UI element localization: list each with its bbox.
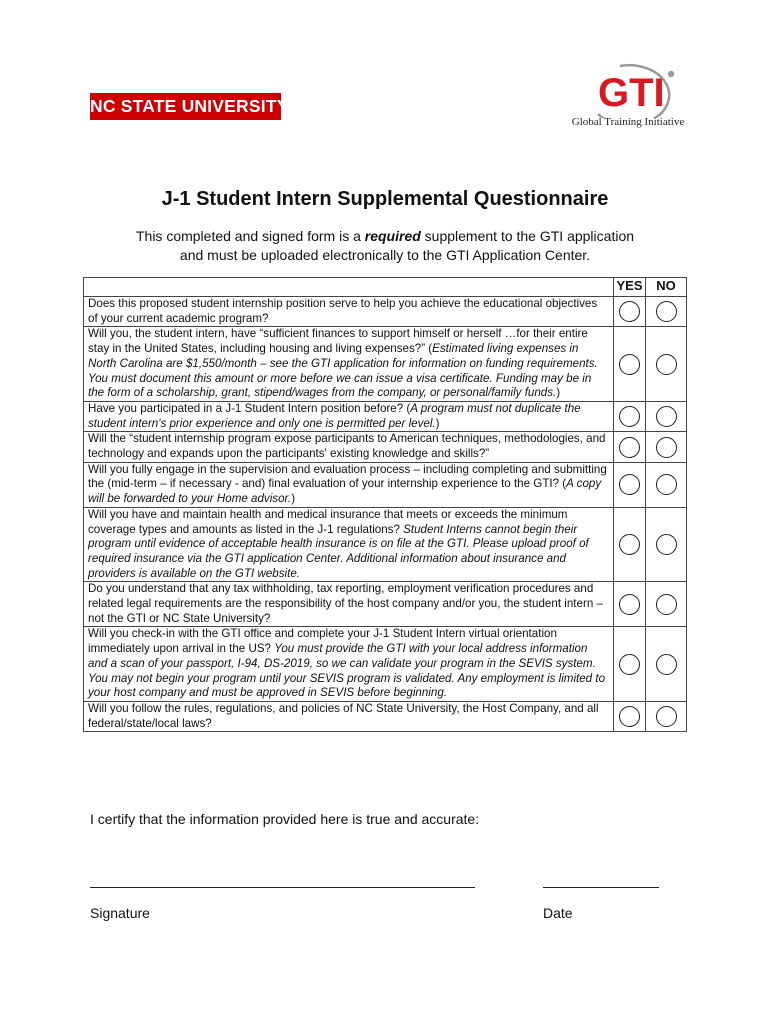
no-radio-button[interactable]: [656, 594, 677, 615]
yes-option-cell: [614, 507, 646, 582]
no-option-cell: [646, 297, 687, 327]
date-label: Date: [543, 905, 573, 921]
question-text-cell: [84, 327, 614, 402]
question-text-cell: [84, 462, 614, 507]
yes-option-cell: [614, 297, 646, 327]
yes-option-cell: [614, 701, 646, 731]
yes-radio-button[interactable]: [619, 354, 640, 375]
question-text: Will the “student internship program expose participants to American techniques, methodologies, and technology and expands upon the participants' existing knowledge and skills?”: [88, 432, 606, 461]
question-text-after: ): [556, 386, 561, 400]
question-note: Estimated living expenses in North Carolina are $1,550/month – see the GTI application for information on funding requirements. You must document this amount or more before we can issue a visa certificate. Funding may be in the form of a scholarship, grant, stipend/wages from the company, or personal/family funds.: [88, 342, 598, 400]
subtitle-line2: and must be uploaded electronically to the GTI Application Center.: [179, 247, 591, 263]
gti-logo-mark: [568, 60, 688, 118]
question-text: Have you participated in a J-1 Student Intern position before? (: [88, 401, 411, 415]
yes-radio-button[interactable]: [619, 474, 640, 495]
gti-caption: Global Training Initiative: [571, 116, 685, 128]
question-row: [84, 507, 687, 582]
subtitle-required-emphasis: required: [364, 228, 421, 244]
question-row: [84, 627, 687, 702]
question-text: Do you understand that any tax withholding, tax reporting, employment verification procedures and related legal requirements are the responsibility of the host company and/or you, the student intern – not the GTI or NC State University?: [88, 582, 603, 625]
yes-radio-button[interactable]: [619, 594, 640, 615]
no-radio-button[interactable]: [656, 406, 677, 427]
yes-radio-button[interactable]: [619, 406, 640, 427]
no-option-cell: [646, 627, 687, 702]
no-radio-button[interactable]: [656, 354, 677, 375]
question-text: Will you have and maintain health and medical insurance that meets or exceeds the minimum coverage types and amounts as listed in the J-1 regulations?: [88, 507, 568, 536]
question-text-after: ): [291, 492, 296, 506]
yes-option-cell: [614, 327, 646, 402]
question-text: Will you follow the rules, regulations, and policies of NC State University, the Host Company, and all federal/state/local laws?: [88, 701, 599, 730]
questions-body: [84, 297, 687, 732]
yes-radio-button[interactable]: [619, 534, 640, 555]
question-row: [84, 582, 687, 627]
page-subtitle: [0, 227, 770, 265]
gti-dot-icon: [668, 71, 674, 77]
no-header: NO: [646, 278, 687, 297]
no-option-cell: [646, 701, 687, 731]
question-text: Will you fully engage in the supervision and evaluation process – including completing and submitting the (mid-term – if necessary - and) final evaluation of your internship experience to the GTI? (: [88, 462, 607, 491]
question-note: A program must not duplicate the student intern's prior experience and only one is permitted per level.: [88, 401, 581, 430]
no-radio-button[interactable]: [656, 437, 677, 458]
question-text: Does this proposed student internship position serve to help you achieve the educational objectives of your current academic program?: [88, 297, 598, 325]
question-row: [84, 327, 687, 402]
questionnaire-table: [83, 277, 687, 732]
yes-radio-button[interactable]: [619, 301, 640, 322]
no-option-cell: [646, 462, 687, 507]
ncsu-logo: NC STATE UNIVERSITY: [90, 93, 281, 120]
yes-header: YES: [614, 278, 646, 297]
page-title: J-1 Student Intern Supplemental Questionnaire: [161, 188, 609, 210]
question-text: Will you, the student intern, have “sufficient finances to support himself or herself …for their entire stay in the United States, including housing and living expenses?” (: [88, 327, 588, 356]
question-row: [84, 297, 687, 327]
question-text-cell: [84, 401, 614, 431]
question-note: A copy will be forwarded to your Home advisor.: [88, 477, 602, 506]
no-option-cell: [646, 401, 687, 431]
question-row: [84, 462, 687, 507]
yes-option-cell: [614, 462, 646, 507]
gti-logo: [568, 60, 688, 140]
question-text-cell: [84, 297, 614, 327]
yes-option-cell: [614, 582, 646, 627]
no-radio-button[interactable]: [656, 534, 677, 555]
no-option-cell: [646, 582, 687, 627]
no-option-cell: [646, 432, 687, 462]
question-row: [84, 432, 687, 462]
signature-label: Signature: [90, 905, 150, 921]
signature-line[interactable]: [90, 887, 475, 888]
yes-radio-button[interactable]: [619, 654, 640, 675]
no-option-cell: [646, 327, 687, 402]
certification-statement: I certify that the information provided here is true and accurate:: [90, 811, 480, 827]
question-text-cell: [84, 627, 614, 702]
no-option-cell: [646, 507, 687, 582]
question-note: You must provide the GTI with your local address information and a scan of your passport, I-94, DS-2019, so we can validate your program in the SEVIS system. You may not begin your program until your SEVIS program is validated. Any employment is limited to your host company and must be approved in SEVIS before beginning.: [88, 642, 606, 700]
date-line[interactable]: [543, 887, 659, 888]
question-text-after: ): [435, 416, 440, 430]
gti-logo-letters: GTI: [598, 71, 665, 115]
subtitle-line1-after: supplement to the GTI application: [420, 228, 635, 244]
subtitle-line1-before: This completed and signed form is a: [135, 228, 365, 244]
question-header-cell: [84, 278, 614, 297]
question-text-cell: [84, 701, 614, 731]
yes-option-cell: [614, 627, 646, 702]
no-radio-button[interactable]: [656, 301, 677, 322]
question-text: Will you check-in with the GTI office and complete your J-1 Student Intern virtual orientation immediately upon arrival in the US?: [88, 627, 557, 656]
no-radio-button[interactable]: [656, 474, 677, 495]
no-radio-button[interactable]: [656, 706, 677, 727]
yes-radio-button[interactable]: [619, 437, 640, 458]
table-header-row: [84, 278, 687, 297]
question-note: Student Interns cannot begin their program until evidence of acceptable health insurance is on file at the GTI. Please upload proof of required insurance via the GTI application Center. Additional information about insurance and providers is available on the GTI website.: [88, 522, 589, 580]
question-row: [84, 701, 687, 731]
no-radio-button[interactable]: [656, 654, 677, 675]
question-text-cell: [84, 582, 614, 627]
yes-option-cell: [614, 432, 646, 462]
question-row: [84, 401, 687, 431]
question-text-cell: [84, 432, 614, 462]
yes-radio-button[interactable]: [619, 706, 640, 727]
yes-option-cell: [614, 401, 646, 431]
question-text-cell: [84, 507, 614, 582]
